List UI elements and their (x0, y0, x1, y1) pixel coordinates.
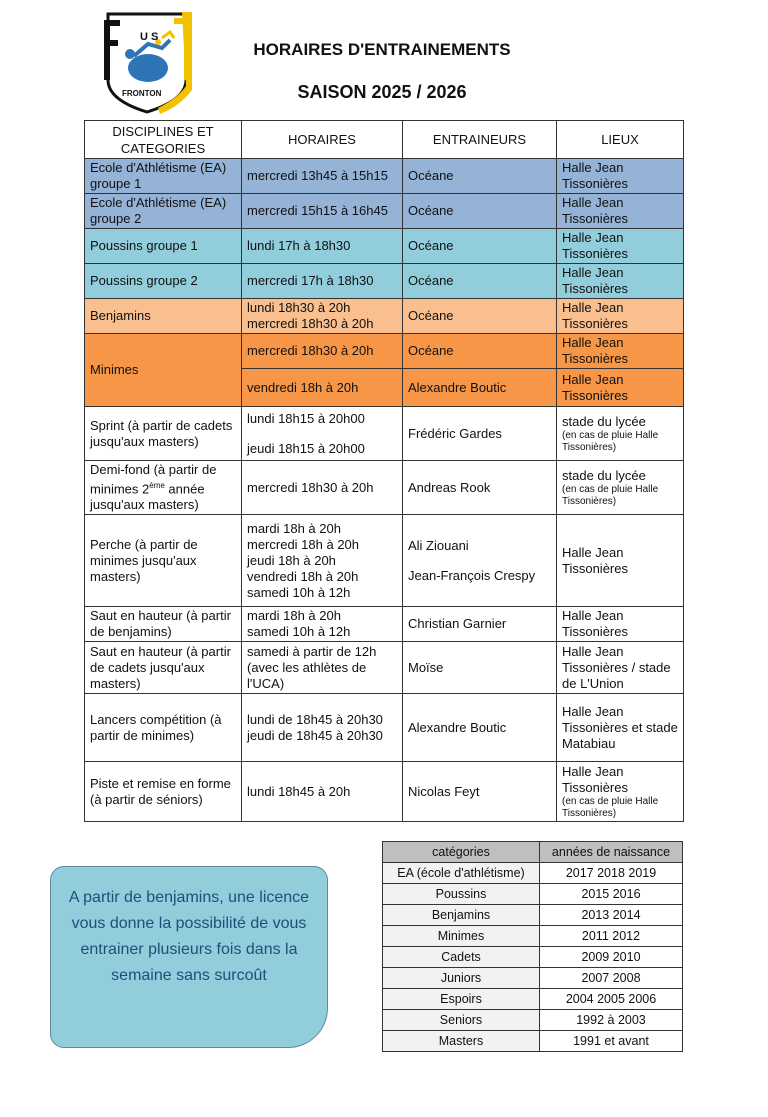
club-logo (100, 10, 194, 114)
discipline-cell: Poussins groupe 1 (85, 229, 242, 264)
entraineur-cell (403, 515, 557, 607)
lieu-main: stade du lycée (562, 413, 646, 429)
entraineur-cell: Alexandre Boutic (403, 694, 557, 762)
years-cell: 2017 2018 2019 (540, 863, 683, 884)
lieu-cell: Halle Jean Tissonières (557, 334, 684, 369)
entraineur-cell: Moïse (403, 642, 557, 694)
years-cell: 2004 2005 2006 (540, 989, 683, 1010)
lieu-note: (en cas de pluie Halle Tissonières) (562, 795, 659, 819)
header-disciplines: DISCIPLINES ET CATEGORIES (85, 121, 242, 159)
discipline-cell: Lancers compétition (à partir de minimes) (85, 694, 242, 762)
category-cell: Juniors (383, 968, 540, 989)
horaire-line: lundi de 18h45 à 20h30 (247, 711, 383, 727)
discipline-cell: Perche (à partir de minimes jusqu'aux masters) (85, 515, 242, 607)
entraineur-cell: Andreas Rook (403, 461, 557, 515)
category-cell: Cadets (383, 947, 540, 968)
discipline-text-end: année jusqu'aux masters) (90, 481, 205, 513)
category-cell: Poussins (383, 884, 540, 905)
horaire-line: vendredi 18h à 20h (247, 568, 359, 584)
lieu-main: Halle Jean Tissonières (562, 763, 628, 795)
table-row (85, 299, 684, 334)
category-cell: EA (école d'athlétisme) (383, 863, 540, 884)
table-row (383, 968, 683, 989)
page-subtitle: SAISON 2025 / 2026 (297, 82, 467, 102)
horaires-cell (242, 515, 403, 607)
lieu-cell: Halle Jean Tissonières (557, 515, 684, 607)
lieu-cell: Halle Jean Tissonières (557, 159, 684, 194)
category-cell: Seniors (383, 1010, 540, 1031)
table-row (85, 694, 684, 762)
header-horaires: HORAIRES (242, 121, 403, 159)
logo-top-text: U S (140, 31, 159, 43)
table-row (383, 884, 683, 905)
entraineur-cell: Christian Garnier (403, 607, 557, 642)
years-cell: 2007 2008 (540, 968, 683, 989)
lieu-cell: Halle Jean Tissonières (557, 229, 684, 264)
discipline-cell (85, 461, 242, 515)
years-cell: 2015 2016 (540, 884, 683, 905)
horaire-line: mercredi 18h30 à 20h (247, 316, 374, 331)
categories-table (382, 841, 683, 1052)
lieu-cell: Halle Jean Tissonières (557, 607, 684, 642)
entraineur-line: Ali Ziouani (408, 537, 469, 553)
horaire-line: mardi 18h à 20h (247, 520, 341, 536)
table-row (383, 1031, 683, 1052)
discipline-cell: Piste et remise en forme (à partir de séniors) (85, 762, 242, 822)
lieu-cell (557, 407, 684, 461)
lieu-cell: Halle Jean Tissonières (557, 369, 684, 407)
category-cell: Masters (383, 1031, 540, 1052)
info-note: A partir de benjamins, une licence vous donne la possibilité de vous entrainer plusieurs fois dans la semaine sans surcoût (50, 866, 328, 1048)
category-cell: Benjamins (383, 905, 540, 926)
horaires-cell: mercredi 13h45 à 15h15 (242, 159, 403, 194)
horaires-cell (242, 694, 403, 762)
lieu-cell: Halle Jean Tissonières (557, 299, 684, 334)
years-cell: 1992 à 2003 (540, 1010, 683, 1031)
header-categories: catégories (383, 842, 540, 863)
horaire-line: jeudi 18h à 20h (247, 552, 336, 568)
table-row (383, 989, 683, 1010)
horaire-line: mardi 18h à 20h (247, 608, 341, 624)
lieu-cell: Halle Jean Tissonières et stade Matabiau (557, 694, 684, 762)
horaires-cell (242, 407, 403, 461)
lieu-cell (557, 762, 684, 822)
header-annees: années de naissance (540, 842, 683, 863)
entraineur-cell: Océane (403, 194, 557, 229)
discipline-cell: Saut en hauteur (à partir de cadets jusqu'aux masters) (85, 642, 242, 694)
horaires-cell: mercredi 18h30 à 20h (242, 461, 403, 515)
entraineur-cell: Océane (403, 299, 557, 334)
horaires-cell (242, 607, 403, 642)
table-row (383, 926, 683, 947)
entraineur-cell: Alexandre Boutic (403, 369, 557, 407)
discipline-text: Demi-fond (à partir de minimes 2 (90, 462, 217, 497)
lieu-cell: Halle Jean Tissonières (557, 194, 684, 229)
table-row (383, 905, 683, 926)
table-row (85, 229, 684, 264)
years-cell: 2011 2012 (540, 926, 683, 947)
lieu-note: (en cas de pluie Halle Tissonières) (562, 483, 659, 507)
entraineur-cell: Océane (403, 229, 557, 264)
years-cell: 2013 2014 (540, 905, 683, 926)
horaire-line: jeudi de 18h45 à 20h30 (247, 727, 383, 743)
entraineur-line: Jean-François Crespy (408, 567, 536, 583)
horaires-cell: vendredi 18h à 20h (242, 369, 403, 407)
schedule-table (84, 120, 684, 822)
horaires-cell: mercredi 17h à 18h30 (242, 264, 403, 299)
discipline-cell: Ecole d'Athlétisme (EA) groupe 1 (85, 159, 242, 194)
horaires-cell: lundi 17h à 18h30 (242, 229, 403, 264)
lieu-cell: Halle Jean Tissonières / stade de L'Union (557, 642, 684, 694)
entraineur-cell: Frédéric Gardes (403, 407, 557, 461)
horaire-line: lundi 18h15 à 20h00 (247, 410, 365, 426)
discipline-cell: Sprint (à partir de cadets jusqu'aux masters) (85, 407, 242, 461)
discipline-cell: Poussins groupe 2 (85, 264, 242, 299)
lieu-cell: Halle Jean Tissonières (557, 264, 684, 299)
table-row (383, 863, 683, 884)
entraineur-cell: Océane (403, 334, 557, 369)
lieu-cell (557, 461, 684, 515)
entraineur-cell: Océane (403, 159, 557, 194)
discipline-cell: Saut en hauteur (à partir de benjamins) (85, 607, 242, 642)
horaire-line: jeudi 18h15 à 20h00 (247, 440, 365, 456)
horaire-line: samedi 10h à 12h (247, 584, 351, 600)
table-row (383, 947, 683, 968)
discipline-cell: Ecole d'Athlétisme (EA) groupe 2 (85, 194, 242, 229)
lieu-note: (en cas de pluie Halle Tissonières) (562, 429, 659, 453)
horaires-cell: mercredi 15h15 à 16h45 (242, 194, 403, 229)
horaire-line: samedi 10h à 12h (247, 624, 351, 640)
discipline-cell: Minimes (85, 334, 242, 407)
horaires-cell: samedi à partir de 12h (avec les athlètes de l'UCA) (242, 642, 403, 694)
discipline-superscript: ème (149, 481, 165, 490)
horaire-line: mercredi 18h à 20h (247, 536, 360, 552)
entraineur-cell: Océane (403, 264, 557, 299)
table-row (85, 461, 684, 515)
header-entraineurs: ENTRAINEURS (403, 121, 557, 159)
years-cell: 1991 et avant (540, 1031, 683, 1052)
category-cell: Minimes (383, 926, 540, 947)
table-row (85, 515, 684, 607)
schedule-header-row (85, 121, 684, 159)
discipline-cell: Benjamins (85, 299, 242, 334)
table-row (85, 407, 684, 461)
table-row (85, 334, 684, 369)
table-row (85, 607, 684, 642)
entraineur-cell: Nicolas Feyt (403, 762, 557, 822)
table-row (85, 642, 684, 694)
categories-header-row (383, 842, 683, 863)
table-row (85, 159, 684, 194)
category-cell: Espoirs (383, 989, 540, 1010)
years-cell: 2009 2010 (540, 947, 683, 968)
horaires-cell: mercredi 18h30 à 20h (242, 334, 403, 369)
lieu-main: stade du lycée (562, 467, 646, 483)
horaire-line: lundi 18h30 à 20h (247, 300, 351, 315)
table-row (383, 1010, 683, 1031)
horaires-cell (242, 299, 403, 334)
table-row (85, 264, 684, 299)
horaires-cell: lundi 18h45 à 20h (242, 762, 403, 822)
table-row (85, 762, 684, 822)
table-row (85, 194, 684, 229)
header-lieux: LIEUX (557, 121, 684, 159)
logo-bottom-text: FRONTON (122, 89, 162, 98)
page-title: HORAIRES D'ENTRAINEMENTS (253, 40, 511, 59)
